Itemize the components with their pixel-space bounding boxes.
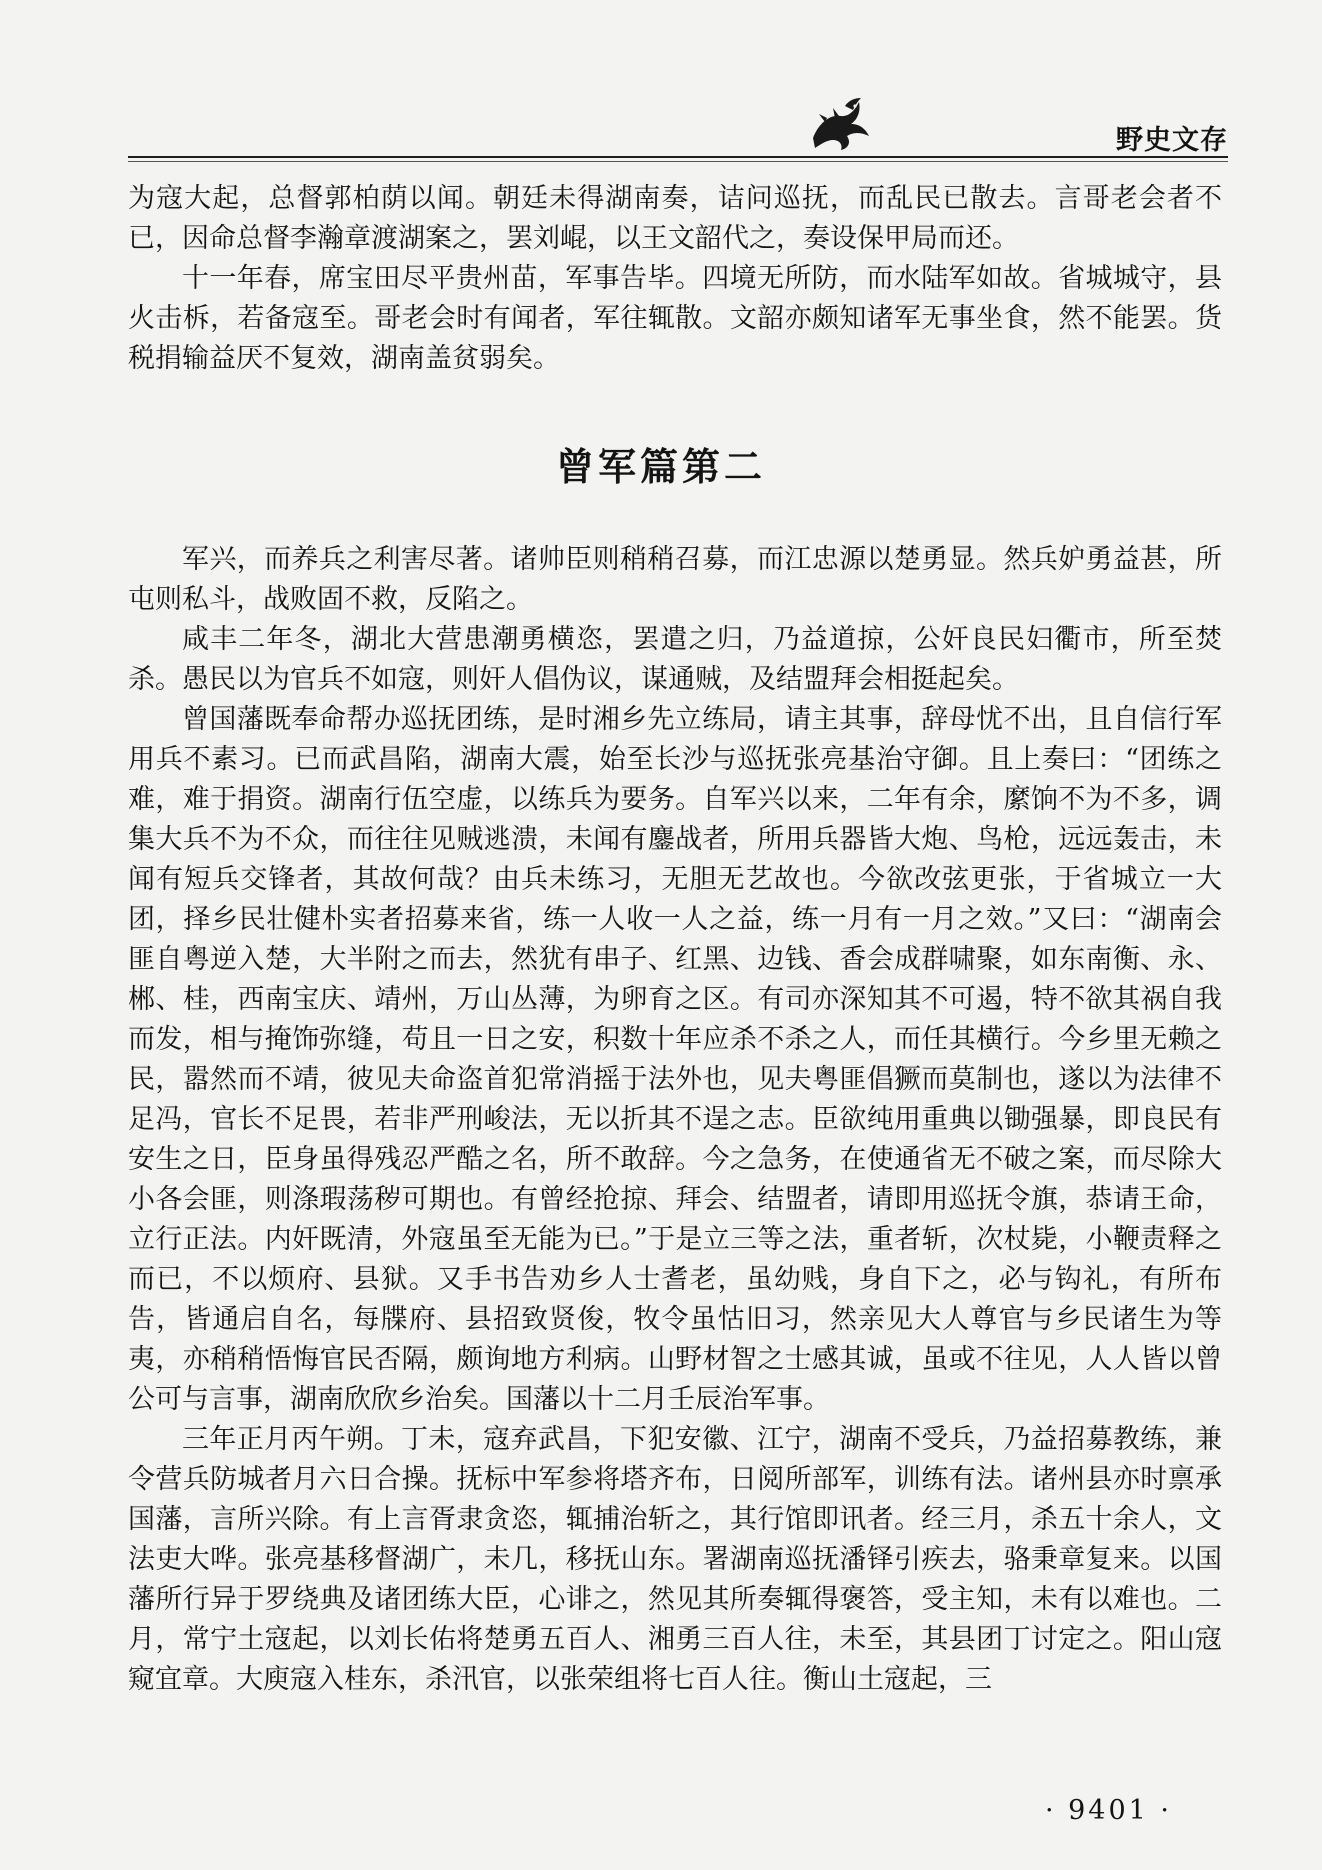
section-body xyxy=(128,540,1222,1700)
paragraph: 为寇大起，总督郭柏荫以闻。朝廷未得湖南奏，诘问巡抚，而乱民已散去。言哥老会者不已，因命总督李瀚章渡湖案之，罢刘崐，以王文韶代之，奏设保甲局而还。 xyxy=(128,183,1222,254)
paragraph: 三年正月丙午朔。丁未，寇弃武昌，下犯安徽、江宁，湖南不受兵，乃益招募教练，兼令营兵防城者月六日合操。抚标中军参将塔齐布，日阅所部军，训练有法。诸州县亦时禀承国藩，言所兴除。有上言胥隶贪恣，辄捕治斩之，其行馆即讯者。经三月，杀五十余人，文法吏大哗。张亮基移督湖广，未几，移抚山东。署湖南巡抚潘铎引疾去，骆秉章复来。以国藩所行异于罗绕典及诸团练大臣，心诽之，然见其所奏辄得褒答，受主知，未有以难也。二月，常宁土寇起，以刘长佑将楚勇五百人、湘勇三百人往，未至，其县团丁讨定之。阳山寇窥宜章。大庾寇入桂东，杀汛官，以张荣组将七百人往。衡山土寇起，三 xyxy=(128,1424,1222,1695)
running-header xyxy=(0,0,1322,160)
paragraph: 咸丰二年冬，湖北大营患潮勇横恣，罢遣之归，乃益道掠，公奸良民妇衢市，所至焚杀。愚民以为官兵不如寇，则奸人倡伪议，谋通贼，及结盟拜会相挺起矣。 xyxy=(128,624,1222,695)
paragraph: 军兴，而养兵之利害尽著。诸帅臣则稍稍召募，而江忠源以楚勇显。然兵妒勇益甚，所屯则私斗，战败固不救，反陷之。 xyxy=(128,544,1222,615)
paragraph: 曾国藩既奉命帮办巡抚团练，是时湘乡先立练局，请主其事，辞母忧不出，且自信行军用兵不素习。已而武昌陷，湖南大震，始至长沙与巡抚张亮基治守御。且上奏曰：“团练之难，难于捐资。湖南行伍空虚，以练兵为要务。自军兴以来，二年有余，縻饷不为不多，调集大兵不为不众，而往往见贼逃溃，未闻有鏖战者，所用兵器皆大炮、鸟枪，远远轰击，未闻有短兵交锋者，其故何哉？由兵未练习，无胆无艺故也。今欲改弦更张，于省城立一大团，择乡民壮健朴实者招募来省，练一人收一人之益，练一月有一月之效。”又曰：“湖南会匪自粤逆入楚，大半附之而去，然犹有串子、红黑、边钱、香会成群啸聚，如东南衡、永、郴、桂，西南宝庆、靖州，万山丛薄，为卵育之区。有司亦深知其不可遏，特不欲其祸自我而发，相与掩饰弥缝，苟且一日之安，积数十年应杀不杀之人，而任其横行。今乡里无赖之民，嚣然而不靖，彼见夫命盗首犯常消摇于法外也，见夫粤匪倡獗而莫制也，遂以为法律不足冯，官长不足畏，若非严刑峻法，无以折其不逞之志。臣欲纯用重典以锄强暴，即良民有安生之日，臣身虽得残忍严酷之名，所不敢辞。今之急务，在使通省无不破之案，而尽除大小各会匪，则涤瑕荡秽可期也。有曾经抢掠、拜会、结盟者，请即用巡抚令旗，恭请王命，立行正法。内奸既清，外寇虽至无能为已。”于是立三等之法，重者斩，次杖毙，小鞭责释之而已，不以烦府、县狱。又手书告劝乡人士耆老，虽幼贱，身自下之，必与钩礼，有所布告，皆通启自名，每牒府、县招致贤俊，牧令虽怙旧习，然亲见大人尊官与乡民诸生为等夷，亦稍稍悟悔官民否隔，颇询地方利病。山野材智之士感其诚，虽或不往见，人人皆以曾公可与言事，湖南欣欣乡治矣。国藩以十二月壬辰治军事。 xyxy=(128,704,1222,1415)
header-rule-thin xyxy=(128,161,1228,162)
section-heading: 曾军篇第二 xyxy=(555,445,766,489)
intro-text xyxy=(128,179,1222,379)
header-rule xyxy=(128,156,1228,158)
page-number: · 9401 · xyxy=(1044,1795,1172,1826)
series-title: 野史文存 xyxy=(1116,125,1228,156)
paragraph: 十一年春，席宝田尽平贵州苗，军事告毕。四境无所防，而水陆军如故。省城城守，县火击柝，若备寇至。哥老会时有闻者，军往辄散。文韶亦颇知诸军无事坐食，然不能罢。货税捐输益厌不复效，湖南盖贫弱矣。 xyxy=(128,263,1222,374)
dragon-emblem-icon xyxy=(805,92,875,154)
